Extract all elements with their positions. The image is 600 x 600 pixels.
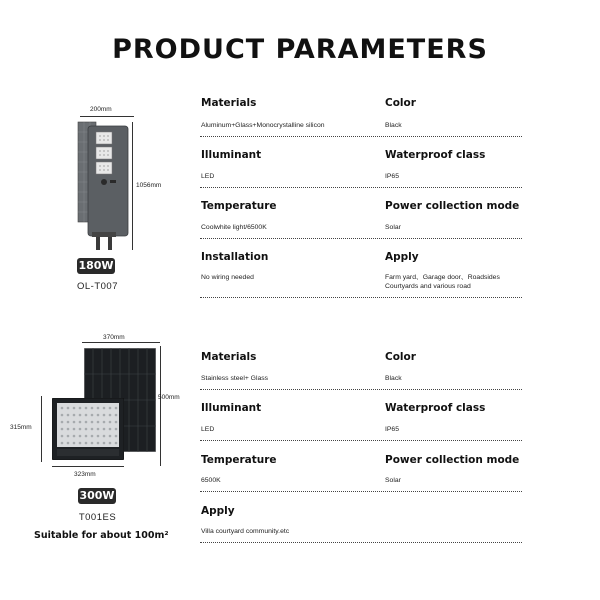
p2-color-label: Color bbox=[385, 351, 416, 363]
product1-dim-height: 1056mm bbox=[136, 182, 162, 189]
p1-waterproof-label: Waterproof class bbox=[385, 149, 486, 161]
p2-divider-2 bbox=[200, 440, 522, 441]
p1-divider-4 bbox=[200, 297, 522, 298]
p2-divider-3 bbox=[200, 491, 522, 492]
p1-power-label: Power collection mode bbox=[385, 200, 520, 212]
p1-apply-label: Apply bbox=[385, 251, 419, 263]
p1-waterproof-value: IP65 bbox=[385, 173, 399, 180]
product2-model: T001ES bbox=[78, 512, 117, 523]
street-light-illustration bbox=[74, 120, 134, 270]
p2-divider-1 bbox=[200, 389, 522, 390]
p2-apply-label: Apply bbox=[201, 505, 235, 517]
product1-model: OL-T007 bbox=[77, 281, 118, 292]
p1-materials-value: Aluminum+Glass+Monocrystalline silicon bbox=[201, 122, 325, 129]
p2-divider-4 bbox=[200, 542, 522, 543]
flood-light-illustration bbox=[52, 398, 124, 460]
p2-illuminant-label: Illuminant bbox=[201, 402, 262, 414]
p1-divider-2 bbox=[200, 187, 522, 188]
p1-power-value: Solar bbox=[385, 224, 401, 231]
product2-power-badge: 300W bbox=[79, 489, 115, 502]
p1-color-label: Color bbox=[385, 97, 416, 109]
product1-dim-width: 200mm bbox=[90, 106, 112, 113]
p2-power-label: Power collection mode bbox=[385, 454, 520, 466]
product2-dim-light-height: 315mm bbox=[10, 424, 32, 431]
p1-divider-1 bbox=[200, 136, 522, 137]
p2-power-value: Solar bbox=[385, 477, 401, 484]
p1-installation-value: No wiring needed bbox=[201, 274, 254, 281]
p2-materials-value: Stainless steel+ Glass bbox=[201, 375, 269, 382]
p2-waterproof-label: Waterproof class bbox=[385, 402, 486, 414]
product2-dim-light-width: 323mm bbox=[74, 471, 96, 478]
p1-divider-3 bbox=[200, 238, 522, 239]
p1-installation-label: Installation bbox=[201, 251, 269, 263]
p2-color-value: Black bbox=[385, 375, 402, 382]
p2-temperature-value: 6500K bbox=[201, 477, 221, 484]
p1-temperature-value: Coolwhite light/6500K bbox=[201, 224, 267, 231]
page-title: PRODUCT PARAMETERS bbox=[112, 34, 488, 65]
p1-apply-value-1: Farm yard、Garage door、Roadsides bbox=[385, 274, 500, 281]
p1-illuminant-value: LED bbox=[201, 173, 215, 180]
p2-illuminant-value: LED bbox=[201, 426, 215, 433]
product2-dim-panel-height: 500mm bbox=[158, 394, 180, 401]
p2-temperature-label: Temperature bbox=[201, 454, 277, 466]
p2-apply-value: Villa courtyard community.etc bbox=[201, 528, 290, 535]
p1-materials-label: Materials bbox=[201, 97, 257, 109]
p1-color-value: Black bbox=[385, 122, 402, 129]
product1-image bbox=[70, 100, 180, 260]
product1-power-badge: 180W bbox=[78, 259, 114, 272]
p1-temperature-label: Temperature bbox=[201, 200, 277, 212]
p2-waterproof-value: IP65 bbox=[385, 426, 399, 433]
product2-coverage: Suitable for about 100m² bbox=[34, 530, 169, 541]
p1-apply-value-2: Courtyards and various road bbox=[385, 283, 471, 290]
product2-image bbox=[8, 330, 188, 490]
p2-materials-label: Materials bbox=[201, 351, 257, 363]
p1-illuminant-label: Illuminant bbox=[201, 149, 262, 161]
product2-dim-panel-width: 370mm bbox=[103, 334, 125, 341]
